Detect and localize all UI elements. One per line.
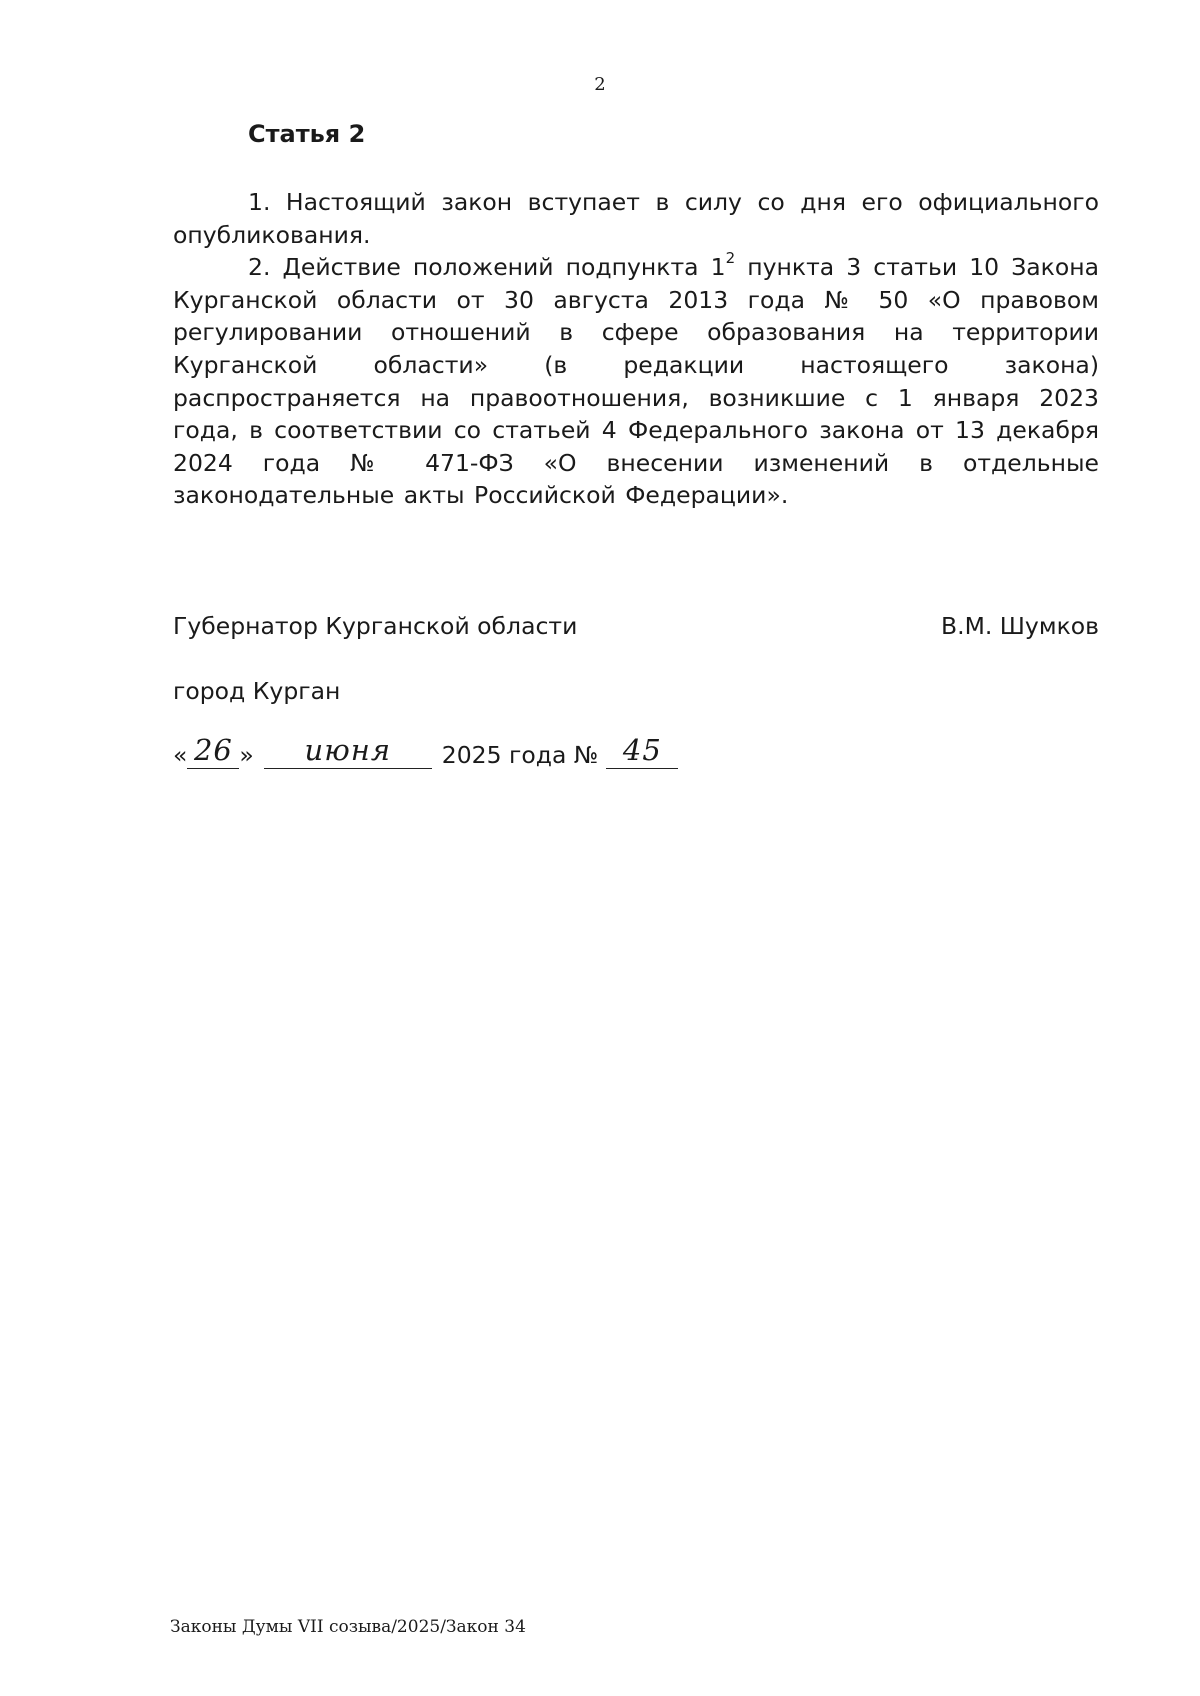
paragraph-text-start: 2. Действие положений подпункта 1 [248,253,726,282]
handwritten-number: 45 [622,733,662,767]
day-blank [187,733,239,769]
handwritten-day: 26 [193,733,233,767]
page-number: 2 [594,74,606,95]
signature-block [173,612,1099,640]
article-body [173,186,1099,512]
signatory-name: В.М. Шумков [941,612,1099,640]
article-heading: Статья 2 [248,120,366,148]
signatory-position: Губернатор Курганской области [173,612,578,640]
subpoint-superscript: 2 [725,249,736,268]
close-quote: » [239,741,254,769]
handwritten-month: июня [304,733,392,767]
paragraph-retroactive-effect [173,251,1099,512]
year-and-number-label: 2025 года № [441,741,599,769]
month-blank [264,733,432,769]
city-line: город Курган [173,677,341,705]
registry-footer: Законы Думы VII созыва/2025/Закон 34 [170,1617,526,1637]
paragraph-text-rest: пункта 3 статьи 10 Закона Курганской области от 30 августа 2013 года № 50 «О правовом регулировании отношений в сфере образования на территории Курганской области» (в редакции настоящего закона) распространяется на правоотношения, возникшие с 1 января 2023 года, в соответствии со статьей 4 Федерального закона от 13 декабря 2024 года № 471-ФЗ «О внесении изменений в отдельные законодательные акты Российской Федерации». [173,253,1100,510]
number-blank [606,733,678,769]
paragraph-entry-into-force: 1. Настоящий закон вступает в силу со дня его официального опубликования. [173,188,1099,249]
date-and-number-line [173,733,678,769]
open-quote: « [173,741,188,769]
